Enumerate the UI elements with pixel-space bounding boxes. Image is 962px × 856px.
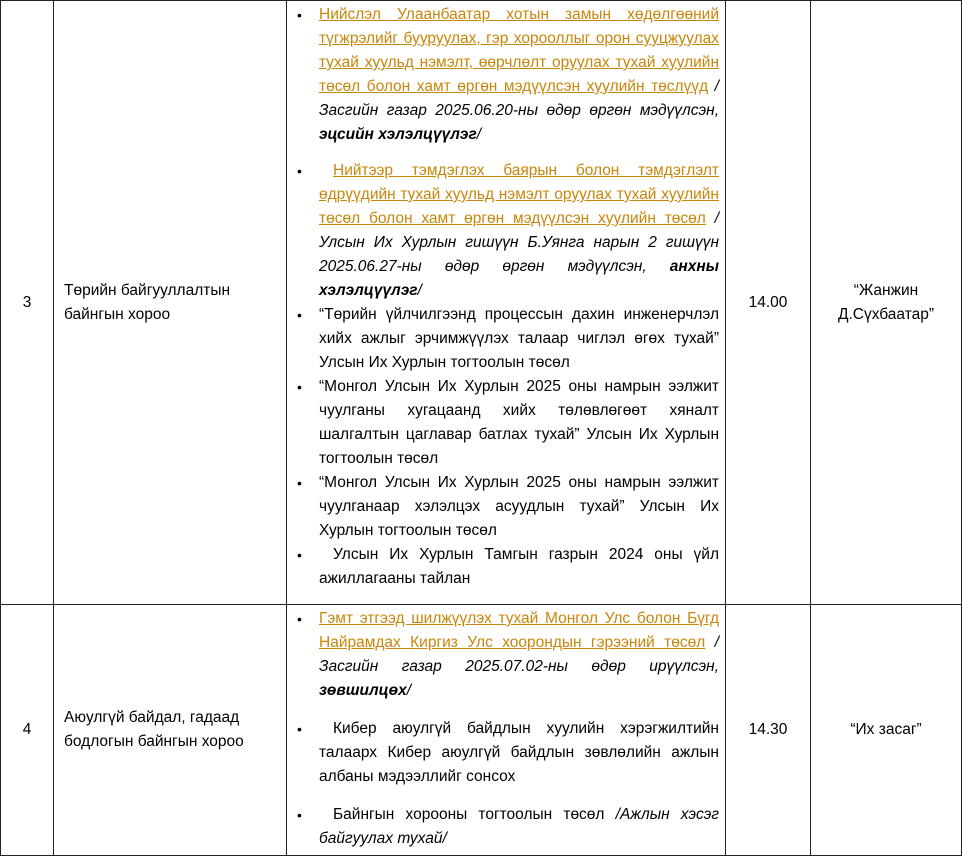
agenda-note: /Засгийн газар 2025.06.20-ны өдөр өргөн мэдүүлсэн, [319,78,719,119]
table-row [1,605,962,856]
agenda-text: Байнгын хорооны тогтоолын төсөл [333,806,616,823]
bullet-icon: • [297,611,302,627]
bullet-icon: • [297,547,302,563]
list-item [293,375,719,471]
bullet-icon: • [297,307,302,323]
agenda-text: Улсын Их Хурлын Тамгын газрын 2024 оны үйл ажиллагааны тайлан [319,546,719,587]
agenda-note: /Ажлын хэсэг байгуулах тухай/ [319,806,719,847]
agenda-link[interactable]: Гэмт этгээд шилжүүлэх тухай Монгол Улс болон Бүгд Найрамдах Киргиз Улс хоорондын гэрээний төсөл [319,610,719,651]
agenda-note-end: / [417,282,422,299]
agenda-text: “Монгол Улсын Их Хурлын 2025 оны намрын ээлжит чуулганаар хэлэлцэх асуудлын тухай” Улсын Их Хурлын тогтоолын төсөл [319,474,719,539]
table-row [1,1,962,605]
agenda-cell [287,605,726,856]
list-item [293,471,719,543]
agenda-list [293,607,719,851]
agenda-stage: эцсийн хэлэлцүүлэг [319,126,477,143]
agenda-stage: зөвшилцөх [319,682,407,699]
meeting-time: 14.30 [726,605,811,856]
committee-name: Төрийн байгууллалтын байнгын хороо [54,1,287,605]
agenda-stage: анхны хэлэлцүүлэг [319,258,719,299]
agenda-text: “Төрийн үйлчилгээнд процессын дахин инженерчлэл хийх ажлыг эрчимжүүлэх талаар чиглэл өгөх тухай” Улсын Их Хурлын тогтоолын төсөл [319,306,719,371]
committee-name: Аюулгүй байдал, гадаад бодлогын байнгын хороо [54,605,287,856]
bullet-icon: • [297,475,302,491]
meeting-room: “Жанжин Д.Сүхбаатар” [811,1,962,605]
agenda-text: “Монгол Улсын Их Хурлын 2025 оны намрын ээлжит чуулганы хугацаанд хийх төлөвлөгөөт хяналт шалгалтын цаглавар батлах тухай” Улсын Их Хурлын тогтоолын төсөл [319,378,719,467]
meeting-room: “Их засаг” [811,605,962,856]
list-item [293,303,719,375]
list-item [293,803,719,851]
list-item [293,717,719,789]
row-number: 3 [1,1,54,605]
bullet-icon: • [297,7,302,23]
bullet-icon: • [297,379,302,395]
agenda-note: / Засгийн газар 2025.07.02-ны өдөр ирүүлсэн, [319,634,719,675]
agenda-link[interactable]: Нийтээр тэмдэглэх баярын болон тэмдэглэлт өдрүүдийн тухай хуульд нэмэлт оруулах тухай хуулийн төсөл болон хамт өргөн мэдүүлсэн хуулийн төсөл [319,162,719,227]
agenda-note-end: / [406,682,412,699]
list-item [293,159,719,303]
list-item [293,3,719,147]
bullet-icon: • [297,721,302,737]
agenda-list [293,3,719,591]
meeting-time: 14.00 [726,1,811,605]
agenda-note-end: / [476,126,482,143]
list-item [293,607,719,703]
row-number: 4 [1,605,54,856]
agenda-note: /Улсын Их Хурлын гишүүн Б.Уянга нарын 2 гишүүн 2025.06.27-ны өдөр өргөн мэдүүлсэн, [319,210,719,275]
agenda-link[interactable]: Нийслэл Улаанбаатар хотын замын хөдөлгөөний түгжрэлийг бууруулах, гэр хорооллыг орон сууцжуулах тухай хуульд нэмэлт, өөрчлөлт оруулах тухай хуулийн төсөл болон хамт өргөн мэдүүлсэн хуулийн төслүүд [319,6,719,95]
agenda-cell [287,1,726,605]
bullet-icon: • [297,163,302,179]
agenda-text: Кибер аюулгүй байдлын хуулийн хэрэгжилтийн талаарх Кибер аюулгүй байдлын зөвлөлийн ажлын албаны мэдээллийг сонсох [319,720,719,785]
bullet-icon: • [297,807,302,823]
list-item [293,543,719,591]
